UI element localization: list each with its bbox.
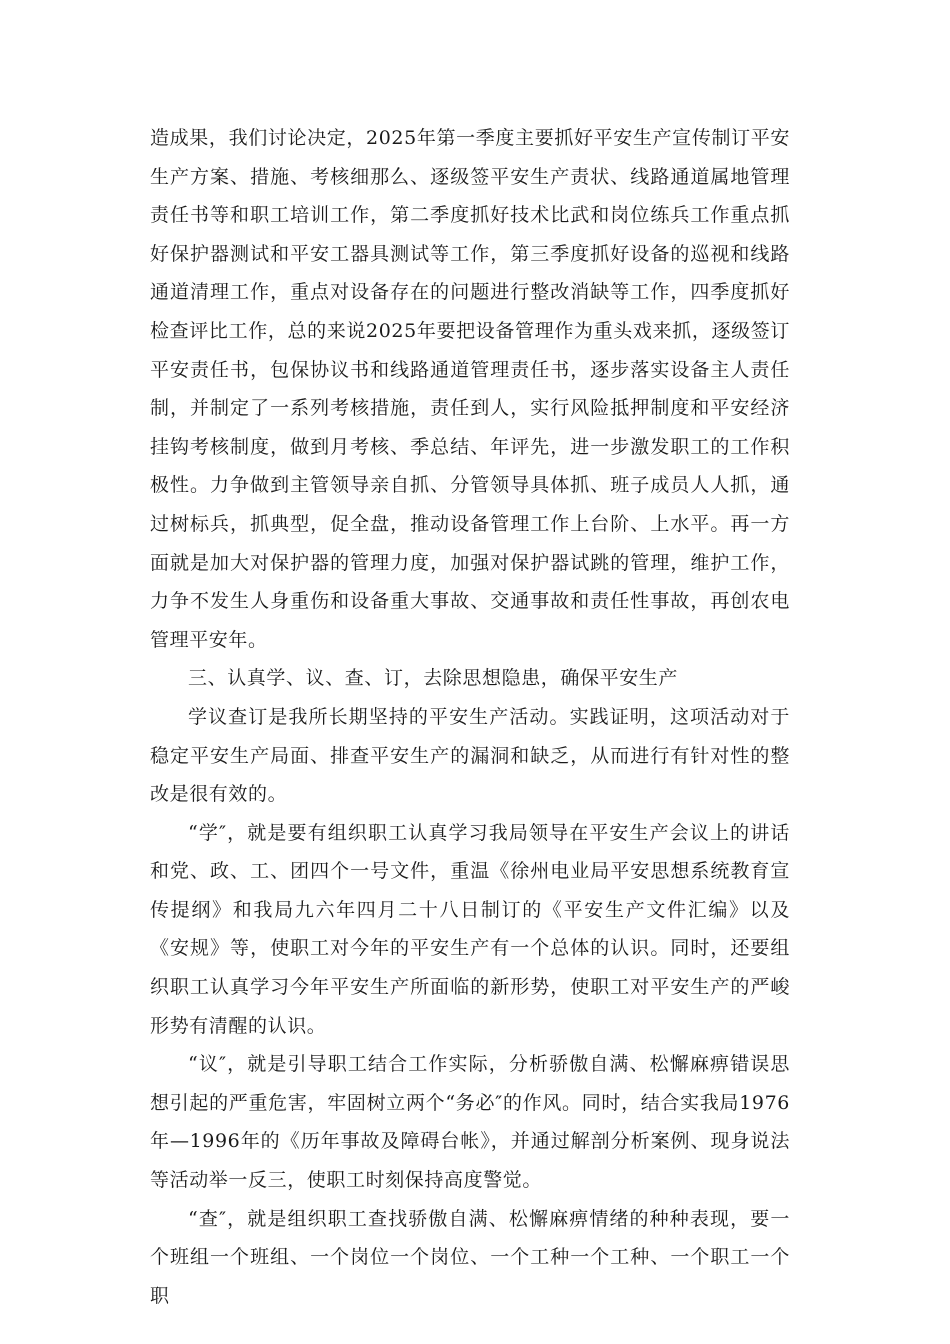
paragraph-check: “查″，就是组织职工查找骄傲自满、松懈麻痹情绪的种种表现，要一个班组一个班组、一个岗位一个岗位、一个工种一个工种、一个职工一个职	[150, 1207, 790, 1307]
paragraph-study: “学″，就是要有组织职工认真学习我局领导在平安生产会议上的讲话和党、政、工、团四个一号文件，重温《徐州电业局平安思想系统教育宣传提纲》和我局九六年四月二十八日制订的《平安生产文件汇编》以及《安规》等，使职工对今年的平安生产有一个总体的认识。同时，还要组织职工认真学习今年平安生产所面临的新形势，使职工对平安生产的严峻形势有清醒的认识。	[150, 821, 790, 1037]
document-body	[150, 119, 790, 1315]
paragraph-work-plan: 造成果，我们讨论决定，2025年第一季度主要抓好平安生产宣传制订平安生产方案、措施、考核细那么、逐级签平安生产责状、线路通道属地管理责任书等和职工培训工作，第二季度抓好技术比武和岗位练兵工作重点抓好保护器测试和平安工器具测试等工作，第三季度抓好设备的巡视和线路通道清理工作，重点对设备存在的问题进行整改消缺等工作，四季度抓好检查评比工作，总的来说2025年要把设备管理作为重头戏来抓，逐级签订平安责任书，包保协议书和线路通道管理责任书，逐步落实设备主人责任制，并制定了一系列考核措施，责任到人，实行风险抵押制度和平安经济挂钩考核制度，做到月考核、季总结、年评先，进一步激发职工的工作积极性。力争做到主管领导亲自抓、分管领导具体抓、班子成员人人抓，通过树标兵，抓典型，促全盘，推动设备管理工作上台阶、上水平。再一方面就是加大对保护器的管理力度，加强对保护器试跳的管理，维护工作，力争不发生人身重伤和设备重大事故、交通事故和责任性事故，再创农电管理平安年。	[150, 127, 790, 651]
section-heading-three: 三、认真学、议、查、订，去除思想隐患，确保平安生产	[188, 667, 679, 690]
paragraph-discuss: “议″，就是引导职工结合工作实际，分析骄傲自满、松懈麻痹错误思想引起的严重危害，牢固树立两个“务必″的作风。同时，结合实我局1976年—1996年的《历年事故及障碍台帐》，并通过解剖分析案例、现身说法等活动举一反三，使职工时刻保持高度警觉。	[150, 1053, 790, 1192]
paragraph-intro-activity: 学议查订是我所长期坚持的平安生产活动。实践证明，这项活动对于稳定平安生产局面、排查平安生产的漏洞和缺乏，从而进行有针对性的整改是很有效的。	[150, 705, 790, 806]
